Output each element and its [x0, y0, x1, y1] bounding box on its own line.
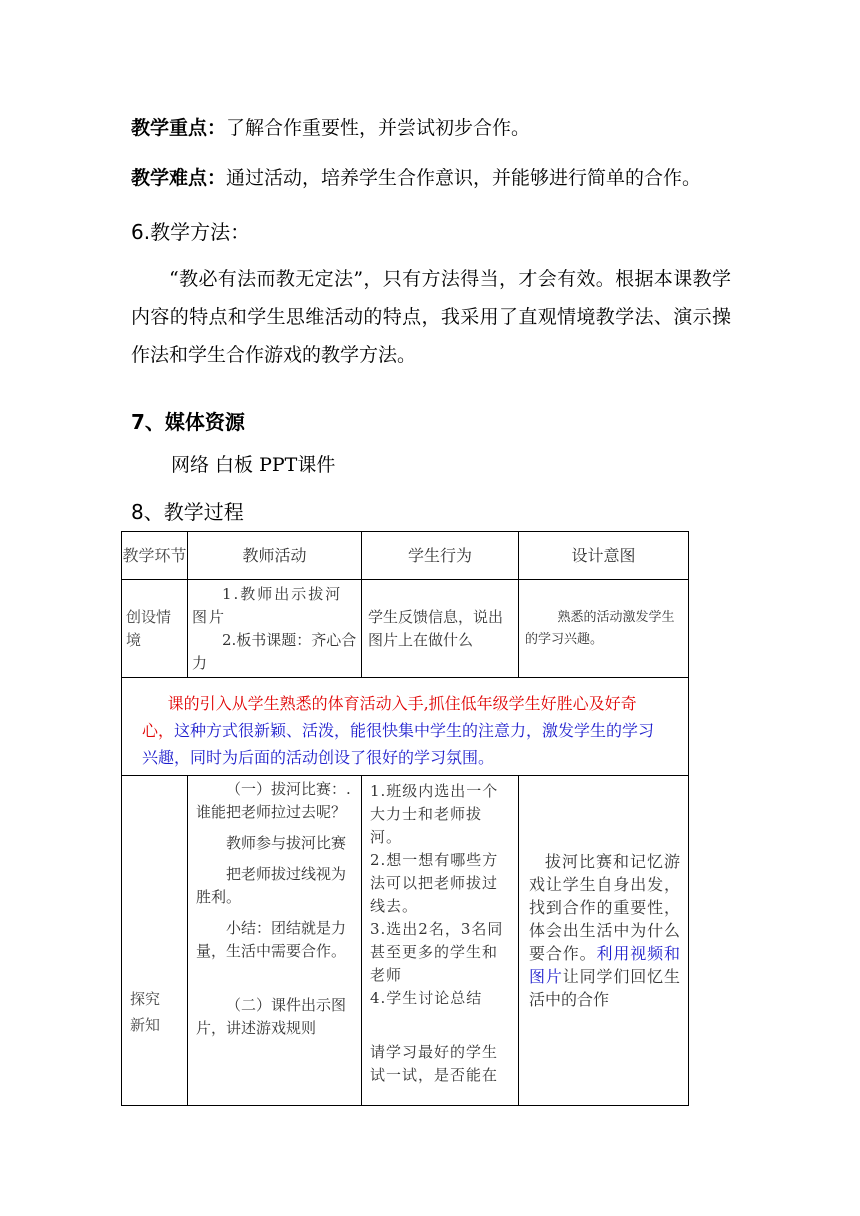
header-teacher: 教师活动	[188, 532, 362, 580]
difficulty	[131, 164, 701, 192]
student-step-3: 3.选出2名，3名同甚至更多的学生和老师	[370, 920, 504, 984]
intent-row2	[519, 776, 688, 1011]
header-student: 学生行为	[362, 532, 519, 580]
key-point-label: 教学重点：	[131, 117, 227, 139]
table-row	[122, 776, 689, 1106]
student-step-5: 请学习最好的学生试一试，是否能在	[370, 1043, 499, 1084]
teacher-activity-4: （二）课件出示图片，讲述游戏规则	[196, 996, 347, 1037]
student-step-1: 1.班级内选出一个大力士和老师拔河。	[370, 782, 499, 846]
stage-create: 创设情境	[126, 607, 172, 649]
design-comment	[122, 678, 688, 771]
teaching-process-table	[121, 531, 689, 1106]
teacher-step-1: 1.教师出示拔河图片	[192, 585, 343, 626]
comment-red: 课的引入从学生熟悉的体育活动入手,抓住低年级学生好胜心及好奇心，	[142, 694, 637, 740]
comment-row	[122, 678, 689, 776]
difficulty-text: 通过活动，培养学生合作意识，并能够进行简单的合作。	[226, 167, 702, 189]
teacher-step-2: 2.板书课题：齐心合力	[192, 631, 357, 672]
key-point	[131, 114, 530, 142]
teacher-activity-1: （一）拔河比赛：.谁能把老师拉过去呢？	[196, 780, 351, 821]
key-point-text: 了解合作重要性，并尝试初步合作。	[226, 117, 531, 139]
teacher-summary: 小结：团结就是力量，生活中需要合作。	[196, 919, 347, 960]
student-response: 学生反馈信息，说出图片上在做什么	[368, 607, 504, 649]
table-header-row	[122, 532, 689, 580]
table-row	[122, 580, 689, 678]
intent-row2-blue: 利用视频和图片	[529, 944, 680, 986]
comment-blue: 这种方式很新颖、活泼，能很快集中学生的注意力，激发学生的学习兴趣，同时为后面的活动创设了很好的学习氛围。	[142, 721, 655, 767]
section6-title: 6.教学方法：	[131, 220, 251, 244]
student-step-4: 4.学生讨论总结	[370, 989, 483, 1007]
teacher-activity-2: 教师参与拔河比赛	[226, 834, 347, 852]
media-resources: 网络 白板 PPT课件	[171, 454, 336, 476]
intent-row2-end: 让同学们回忆生活中的合作	[529, 967, 680, 1009]
intent-row2-text: 拔河比赛和记忆游戏让学生自身出发，找到合作的重要性，体会出生活中为什么要合作。	[529, 852, 680, 963]
section8-title: 8、教学过程	[131, 500, 244, 524]
section7-title: 7、媒体资源	[131, 410, 245, 434]
intent-row1: 熟悉的活动激发学生的学习兴趣。	[525, 609, 675, 647]
header-intent: 设计意图	[519, 532, 689, 580]
method-paragraph: “教必有法而教无定法”，只有方法得当，才会有效。根据本课教学内容的特点和学生思维活动的特点，我采用了直观情境教学法、演示操作法和学生合作游戏的教学方法。	[131, 268, 731, 366]
student-step-2: 2.想一想有哪些方法可以把老师拔过线去。	[370, 851, 499, 915]
teacher-activity-3: 把老师拔过线视为胜利。	[196, 865, 347, 906]
difficulty-label: 教学难点：	[131, 167, 227, 189]
header-stage: 教学环节	[122, 532, 188, 580]
stage-explore: 探究新知	[130, 990, 161, 1034]
